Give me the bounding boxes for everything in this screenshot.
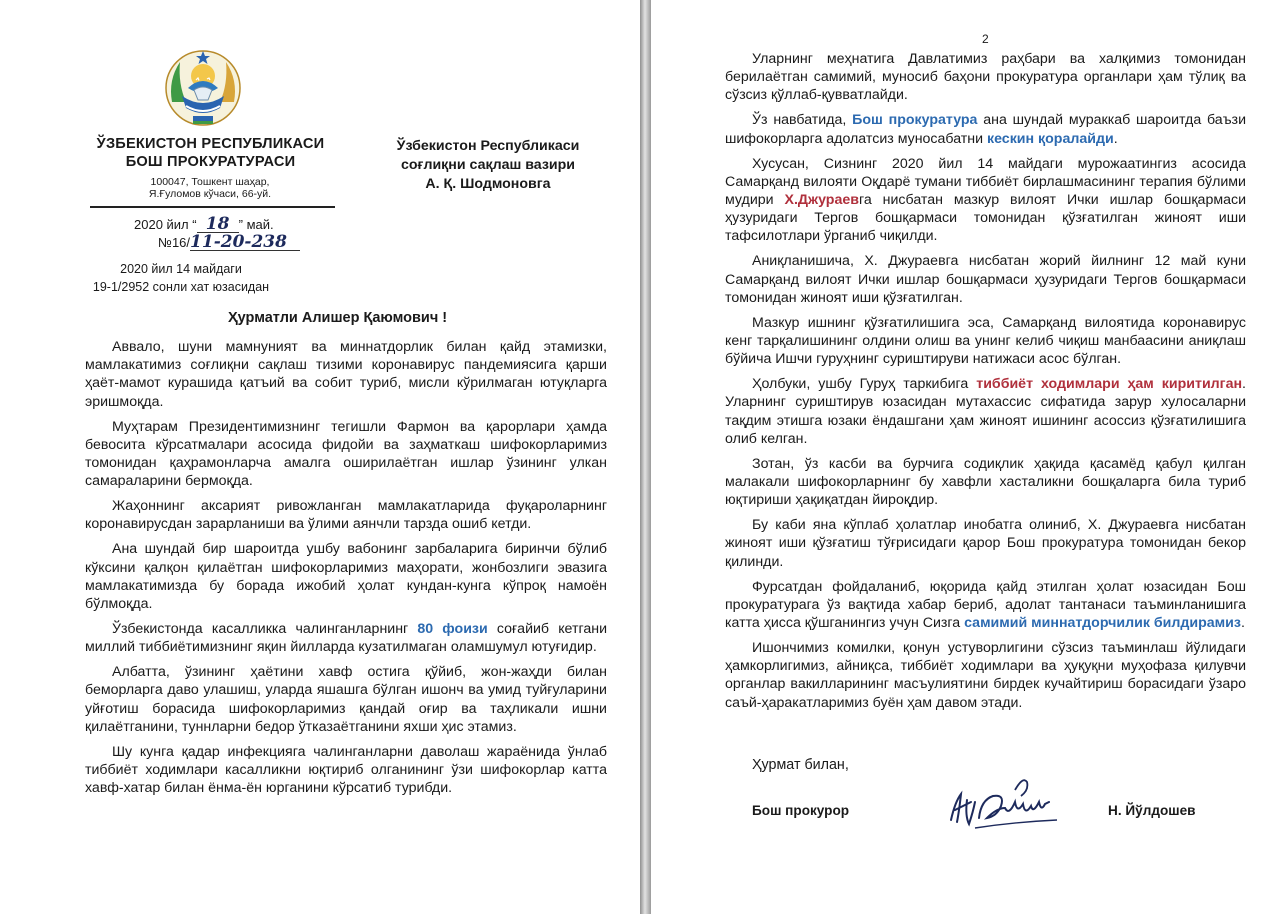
body-paragraph (725, 578, 1246, 633)
highlight-blue: кескин қоралайди (987, 130, 1114, 147)
body-paragraph (725, 639, 1246, 712)
paragraph-text: Уларнинг меҳнатига Давлатимиз раҳбари ва халқимиз томонидан берилаётган самимий, муносиб баҳони прокуратура органлари ҳам тўлиқ ва сўзсиз қўллаб-қувватлайди. (725, 51, 1246, 104)
body-paragraph (725, 455, 1246, 510)
paragraph-text: . (1113, 130, 1118, 147)
reference-line2: 19-1/2952 сонли хат юзасидан (92, 280, 270, 294)
outgoing-date (134, 216, 274, 233)
number-handwritten: 11-20-238 (190, 235, 300, 251)
body-paragraph (85, 620, 607, 656)
paragraph-text: ана шундай мураккаб шароитда баъзи шифокорларга адолатсиз муносабатни (725, 112, 1246, 147)
paragraph-text: Ҳолбуки, ушбу Гуруҳ таркибига (752, 376, 977, 393)
date-year: 2020 йил (134, 217, 189, 232)
body-paragraph (725, 50, 1246, 105)
body-paragraph (725, 314, 1246, 369)
date-open-quote: “ (192, 217, 197, 232)
paragraph-text: Мазкур ишнинг қўзғатилишига эса, Самарқанд вилоятида коронавирус кенг тарқалишининг олдини олиш ва унинг келиб чиқиш манбаасини аниқлаш бўйича Ишчи гуруҳнинг суриштируви натижаси асос бўлган. (725, 314, 1246, 368)
body-paragraph (85, 663, 607, 736)
body-paragraph (85, 418, 607, 491)
signature-icon (945, 772, 1065, 834)
paragraph-text: . Уларнинг суриштирув юзасидан мутахассис сифатида зарур хулосаларни тақдим этишга юзаки ёндашгани ҳам жиноят ишининг асоссиз қўзғатилишига олиб келган. (725, 376, 1246, 447)
state-emblem-icon (158, 44, 248, 130)
signer-title: Бош прокурор (752, 803, 850, 818)
reference-block (86, 260, 276, 296)
body-paragraph (725, 516, 1246, 571)
number-prefix: №16/ (158, 235, 191, 250)
paragraph-text: Зотан, ўз касби ва бурчига содиқлик ҳақида қасамёд қабул қилган малакали шифокорларнинг бу хавфли хасталикни бошқаларга била туриб юқтириши ҳақиқатдан йироқдир. (725, 455, 1246, 509)
date-close-quote: ” (238, 217, 243, 232)
paragraph-text: Жаҳоннинг аксарият ривожланган мамлакатларида фуқароларнинг коронавирусдан зарарланиши ва ўлими аянчли тарзда ошиб кетди. (85, 498, 607, 533)
body-paragraph (85, 540, 607, 613)
reference-line1: 2020 йил 14 майдаги (120, 262, 242, 276)
paragraph-text: Аниқланишича, Х. Джураевга нисбатан жорий йилнинг 12 май куни Самарқанд вилоят Ички ишлар бошқармаси ҳузуридаги Тергов бошқармаси томонидан жиноят иши қўзғатилган. (725, 253, 1246, 306)
issuer-name (88, 135, 333, 171)
page2-body (725, 50, 1246, 719)
address-line2: Я.Ғуломов кўчаси, 66-уй. (148, 188, 272, 200)
body-paragraph (85, 338, 607, 411)
highlight-red: Х.Джураев (784, 192, 859, 209)
body-paragraph (725, 252, 1246, 307)
issuer-name-line1: ЎЗБЕКИСТОН РЕСПУБЛИКАСИ (96, 136, 325, 152)
signer-name: Н. Йўлдошев (1108, 803, 1196, 818)
salutation: Ҳурматли Алишер Қаюмович ! (228, 310, 448, 326)
paragraph-text: соғайиб кетгани миллий тиббиётимизнинг яқин йилларда кузатилмаган оламшумул ютуғидир. (85, 621, 607, 656)
highlight-red: тиббиёт ходимлари ҳам киритилган (976, 376, 1243, 393)
recipient-line3: А. Қ. Шодмоновга (425, 176, 551, 192)
recipient-line1: Ўзбекистон Республикаси (396, 138, 580, 154)
paragraph-text: Ишончимиз комилки, қонун устуворлигини сўзсиз таъминлаш йўлидаги ҳамкорлигимиз, айниқса, тиббиёт ходимлари ва ҳуқуқни муҳофаза қилувчи органлар вакилларининг масъулиятини бирдек кучайтириш борасидаги ўзаро саъй-ҳаракатларимиз буён ҳам давом этади. (725, 640, 1246, 711)
paragraph-text: Албатта, ўзининг ҳаётини хавф остига қўйиб, жон-жаҳди билан беморларга даво улашиш, уларда яшашга бўлган ишонч ва умид туйғуларини уйғотиш борасида шифокорларимиз қандай оғир ва таҳликали ишни қилаётганини, туннларни бедор ўтказаётганини яхши ҳис этамиз. (85, 664, 607, 735)
date-month: май. (246, 217, 274, 232)
paragraph-text: Хусусан, Сизнинг 2020 йил 14 майдаги мурожаатингиз асосида Самарқанд вилояти Оқдарё тумани тиббиёт бирлашмасининг терапия бўлими мудири (725, 155, 1246, 209)
paragraph-text: Ана шундай бир шароитда ушбу вабонинг зарбаларига биринчи бўлиб кўксини қалқон қилаётган шифокорларимиз маҳорати, жонбозлиги эвазига мамлакатимизда бу борада ижобий ҳолат кундан-кунга кўпроқ намоён бўлмоқда. (85, 541, 607, 613)
issuer-name-line2: БОШ ПРОКУРАТУРАСИ (125, 154, 296, 170)
paragraph-text: Ўз навбатида, (752, 112, 853, 129)
body-paragraph (725, 111, 1246, 147)
body-paragraph (85, 743, 607, 798)
paragraph-text: Аввало, шуни мамнуният ва миннатдорлик билан қайд этамизки, мамлакатимиз соғлиқни сақлаш тизими коронавирус пандемиясига қарши ҳаёт-мамот курашида қатъий ва собит туриб, мисли кўрилмаган ютуқларга эришмоқда. (85, 339, 607, 410)
paragraph-text: Фурсатдан фойдаланиб, юқорида қайд этилган ҳолат юзасидан Бош прокуратурага ўз вақтида хабар бериб, адолат тантанаси таъминланишига катта ҳисса қўшганингиз учун Сизга (725, 578, 1246, 632)
page-gutter (640, 0, 651, 914)
letterhead-divider (90, 206, 335, 208)
highlight-blue: 80 фоизи (417, 621, 488, 638)
body-paragraph (725, 375, 1246, 448)
paragraph-text: Муҳтарам Президентимизнинг тегишли Фармон ва қарорлари ҳамда бевосита кўрсатмалари асосида фидойи ва заҳматкаш шифокорларимиз томонидан қаҳрамонларча амалга оширилаётган ишлар ўзининг улкан самараларини бермоқда. (85, 418, 607, 490)
recipient-block (372, 137, 604, 194)
address-line1: 100047, Тошкент шаҳар, (150, 176, 270, 188)
issuer-address (120, 176, 300, 200)
highlight-blue: самимий миннатдорчилик билдирамиз (964, 615, 1241, 632)
highlight-blue: Бош прокуратура (852, 112, 978, 129)
recipient-line2: соғлиқни сақлаш вазири (400, 157, 576, 173)
paragraph-text: Шу кунга қадар инфекцияга чалинганларни даволаш жараёнида ўнлаб тиббиёт ходимлари касалликни юқтириб олганининг ўзи шифокорлар катта хавф-хатар билан ёнма-ён юрганини кўрсатиб турибди. (85, 743, 607, 797)
paragraph-text: Бу каби яна кўплаб ҳолатлар инобатга олиниб, Х. Джураевга нисбатан жиноят иши қўзғатиш тўғрисидаги қарор Бош прокуратура томонидан бекор қилинди. (725, 517, 1246, 570)
date-day-handwritten: 18 (197, 217, 239, 233)
closing-regards: Ҳурмат билан, (752, 757, 849, 773)
outgoing-number (158, 234, 300, 251)
paragraph-text: . (1240, 615, 1245, 632)
body-paragraph (725, 155, 1246, 246)
paragraph-text: Ўзбекистонда касалликка чалинганларнинг (112, 621, 418, 638)
page-number: 2 (982, 32, 989, 46)
body-paragraph (85, 497, 607, 533)
page1-body (85, 338, 607, 804)
paragraph-text: га нисбатан мазкур вилоят Ички ишлар бошқармаси ҳузуридаги Тергов бошқармаси томонидан қўзғатилган жиноят иши тафсилотлари ўрганиб чиқилди. (725, 192, 1246, 245)
